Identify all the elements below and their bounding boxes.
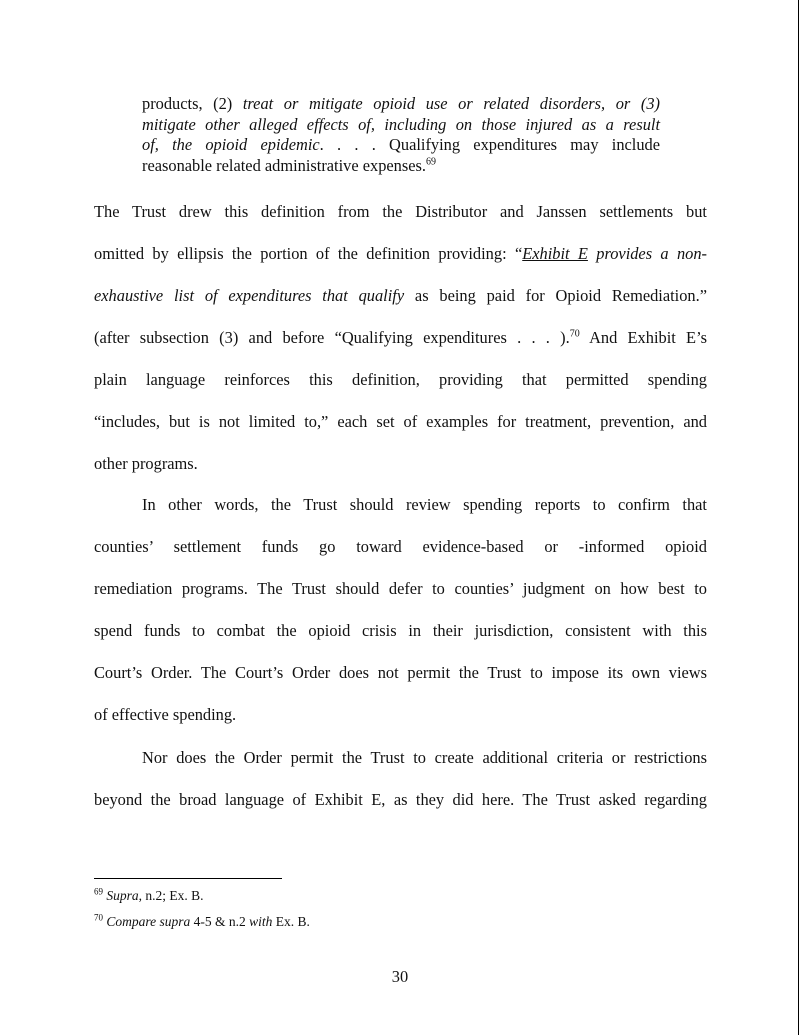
paragraph-line: other programs. bbox=[94, 454, 198, 473]
paragraph-line: omitted by ellipsis the portion of the definition providing: “Exhibit E provides a non- bbox=[94, 244, 707, 263]
page-number: 30 bbox=[391, 967, 409, 986]
footnote-70: $^{70}$ Compare supra 4-5 & n.2 with Ex. B. bbox=[94, 912, 310, 929]
paragraph-line: plain language reinforces this definition, providing that permitted spending bbox=[94, 370, 707, 389]
paragraph-line: Court’s Order. The Court’s Order does not permit the Trust to impose its own views bbox=[94, 663, 707, 682]
block-quote-line: reasonable related administrative expenses.$^{69}$ bbox=[142, 155, 436, 175]
paragraph-1 bbox=[94, 191, 707, 485]
paragraph-3 bbox=[94, 737, 707, 821]
block-quote-line: products, (2) treat or mitigate opioid use or related disorders, or (3) bbox=[142, 94, 660, 113]
paragraph-2 bbox=[94, 484, 707, 736]
footnote-ref: 69 bbox=[426, 156, 436, 168]
paragraph-line: In other words, the Trust should review spending reports to confirm that bbox=[142, 495, 707, 514]
paragraph-line: of effective spending. bbox=[94, 705, 237, 724]
block-quote bbox=[142, 94, 660, 176]
block-quote-line: of, the opioid epidemic. . . . Qualifying expenditures may include bbox=[142, 135, 661, 154]
block-quote-line: mitigate other alleged effects of, including on those injured as a result bbox=[142, 114, 660, 134]
paragraph-line: counties’ settlement funds go toward evidence-based or -informed opioid bbox=[94, 537, 707, 556]
footnote-ref: 70 bbox=[569, 328, 580, 340]
exhibit-e-reference: Exhibit E bbox=[522, 244, 588, 263]
page-edge-line bbox=[798, 0, 799, 1035]
paragraph-line: “includes, but is not limited to,” each set of examples for treatment, prevention, and bbox=[94, 412, 707, 431]
paragraph-line: spend funds to combat the opioid crisis in their jurisdiction, consistent with this bbox=[94, 621, 707, 640]
paragraph-line: beyond the broad language of Exhibit E, as they did here. The Trust asked regarding bbox=[94, 790, 707, 809]
paragraph-line: The Trust drew this definition from the Distributor and Janssen settlements but bbox=[94, 202, 707, 221]
footnote-separator bbox=[94, 878, 282, 879]
paragraph-line: remediation programs. The Trust should defer to counties’ judgment on how best to bbox=[94, 579, 707, 598]
paragraph-line: exhaustive list of expenditures that qualify as being paid for Opioid Remediation.” bbox=[94, 286, 707, 305]
paragraph-line: Nor does the Order permit the Trust to create additional criteria or restrictions bbox=[142, 748, 707, 767]
paragraph-line: (after subsection (3) and before “Qualifying expenditures . . . ).$^{70}$ And Exhibit E’s bbox=[94, 328, 707, 347]
footnote-69: $^{69}$ Supra, n.2; Ex. B. bbox=[94, 886, 204, 903]
